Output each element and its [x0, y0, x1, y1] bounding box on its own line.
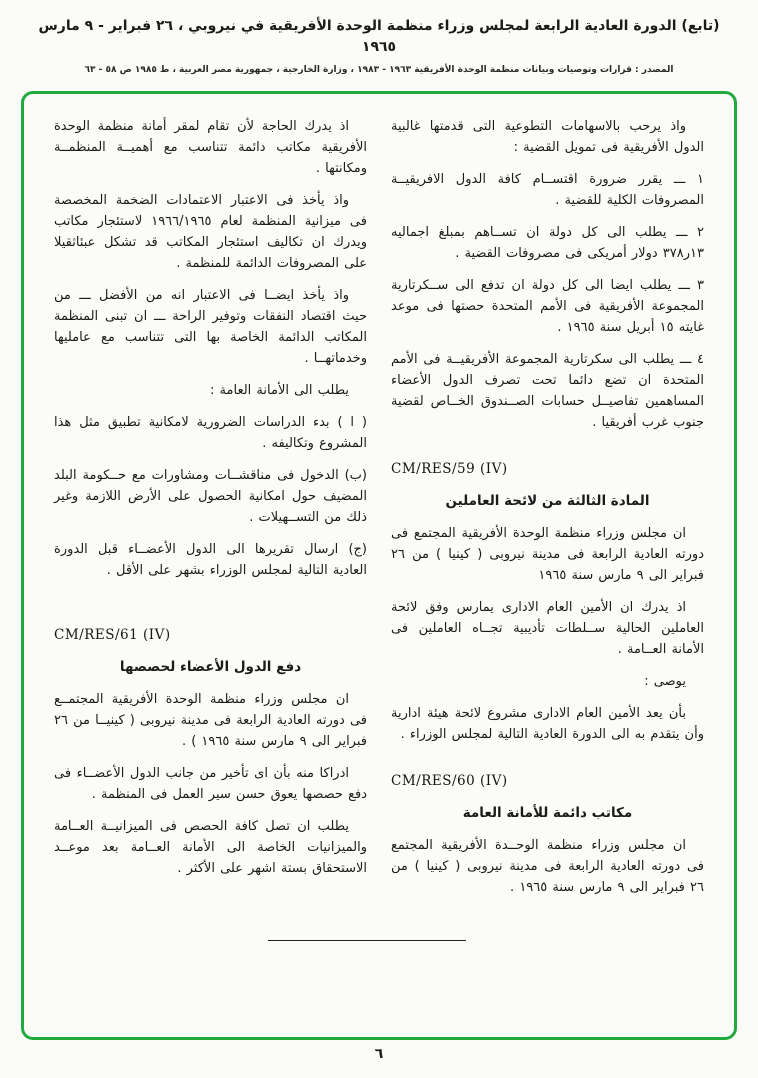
right-column	[391, 116, 704, 909]
paragraph: واذ يأخذ فى الاعتبار الاعتمادات الضخمة المخصصة فى ميزانية المنظمة لعام ١٩٦٦/١٩٦٥ لاستئجار مكاتب ويدرك ان تكاليف استئجار المكاتب قد تشكل عبئاثقيلا على المصروفات الدائمة للمنظمة .	[54, 193, 367, 271]
paragraph: يطلب الى الأمانة العامة :	[210, 383, 349, 398]
resolution-code: CM/RES/60 (IV)	[391, 773, 508, 789]
left-column	[54, 116, 367, 909]
paragraph: اذ يدرك الحاجة لأن تقام لمقر أمانة منظمة الوحدة الأفريقية مكاتب دائمة تتناسب مع أهميــة المنظمــة ومكانتها .	[54, 119, 367, 176]
document-source-line: المصدر : قرارات وتوصيات وبيانات منظمة الوحدة الأفريقية ١٩٦٣ - ١٩٨٣ ، وزارة الخارجية ، جمهورية مصر العربية ، ط ١٩٨٥ ص ٥٨ - ٦٣	[84, 65, 674, 75]
paragraph: واذ يرحب بالاسهامات التطوعية التى قدمتها غالبية الدول الأفريقية فى تمويل القضية :	[391, 119, 704, 155]
resolution-code: CM/RES/59 (IV)	[391, 461, 508, 477]
content-frame	[21, 91, 737, 1040]
numbered-clause: ١ ـــ يقرر ضرورة اقتســام كافة الدول الافريقيــة المصروفات الكلية للقضية .	[391, 172, 704, 208]
resolution-code: CM/RES/61 (IV)	[54, 627, 171, 643]
numbered-clause: ٤ ـــ يطلب الى سكرتارية المجموعة الأفريقيــة فى الأمم المتحدة ان تضع دائما تحت تصرف الدول الأعضاء المساهمين تفاصيــل حسابات الصــندوق الخــاص لقضية جنوب غرب أفريقيا .	[391, 352, 704, 430]
lettered-clause: (ب) الدخول فى مناقشــات ومشاورات مع حــكومة البلد المضيف حول امكانية الحصول على الأرض اللازمة وغير ذلك من التســهيلات .	[54, 468, 367, 525]
section-heading: مكاتب دائمة للأمانة العامة	[462, 805, 633, 821]
section-heading: دفع الدول الأعضاء لحصصها	[119, 659, 302, 675]
lettered-clause: ( ا ) بدء الدراسات الضرورية لامكانية تطبيق مثل هذا المشروع وتكاليفه .	[54, 415, 367, 451]
document-header	[0, 16, 758, 75]
paragraph: اذ يدرك ان الأمين العام الادارى يمارس وفق لائحة العاملين الحالية ســلطات تأديبية تجــاه العاملين فى الأمانة العــامة .	[391, 600, 704, 657]
lettered-clause: (ج) ارسال تقريرها الى الدول الأعضــاء قبل الدورة العادية التالية لمجلس الوزراء بشهر على الأقل .	[54, 542, 367, 578]
paragraph: ان مجلس وزراء منظمة الوحدة الأفريقية المجتمــع فى دورته العادية الرابعة فى مدينة نيروبى ( كينيــا من ٢٦ فبراير الى ٩ مارس سنة ١٩٦٥ ) .	[54, 692, 367, 749]
paragraph: يوصى :	[644, 674, 686, 689]
paragraph: واذ يأخذ ايضــا فى الاعتبار انه من الأفضل ـــ من حيث اقتصاد النفقات وتوفير الراحة ـــ ان تبنى المنظمة المكاتب الدائمة الخاصة بها التى تتناسب مع عامليها وخدماتهــا .	[54, 288, 367, 366]
section-heading: المادة الثالثة من لائحة العاملين	[445, 493, 650, 509]
numbered-clause: ٢ ـــ يطلب الى كل دولة ان تســاهم بمبلغ اجماليه ١٣ر٣٧٨ دولار أمريكى فى مصروفات القضية .	[391, 225, 704, 261]
numbered-clause: ٣ ـــ يطلب ايضا الى كل دولة ان تدفع الى ســكرتارية المجموعة الأفريقية فى الأمم المتحدة حصتها فى موعد غايته ١٥ أبريل سنة ١٩٦٥ .	[391, 278, 704, 335]
footer-rule-line	[268, 940, 466, 941]
document-title: (تابع) الدورة العادية الرابعة لمجلس وزراء منظمة الوحدة الأفريقية في نيروبي ، ٢٦ فبراير - ٩ مارس ١٩٦٥	[38, 18, 720, 55]
two-column-layout	[24, 94, 734, 909]
paragraph: بأن يعد الأمين العام الادارى مشروع لائحة هيئة ادارية وأن يتقدم به الى الدورة العادية التالية لمجلس الوزراء .	[391, 706, 704, 742]
paragraph: ادراكا منه بأن اى تأخير من جانب الدول الأعضــاء فى دفع حصصها يعوق حسن سير العمل فى المنظمة .	[54, 766, 367, 802]
page-number: ٦	[374, 1046, 384, 1062]
paragraph: ان مجلس وزراء منظمة الوحدة الأفريقية المجتمع فى دورته العادية الرابعة فى مدينة نيروبى ( كينيا ) من ٢٦ فبراير الى ٩ مارس سنة ١٩٦٥	[391, 526, 704, 583]
paragraph: ان مجلس وزراء منظمة الوحــدة الأفريقية المجتمع فى دورته العادية الرابعة فى مدينة نيروبى ( كينيا ) من ٢٦ فبراير الى ٩ مارس سنة ١٩٦٥ .	[391, 838, 704, 895]
paragraph: يطلب ان تصل كافة الحصص فى الميزانيــة العــامة والميزانيات الخاصة الى الأمانة العــامة بعد موعــد الاستحقاق بستة اشهر على الأكثر .	[54, 819, 367, 876]
